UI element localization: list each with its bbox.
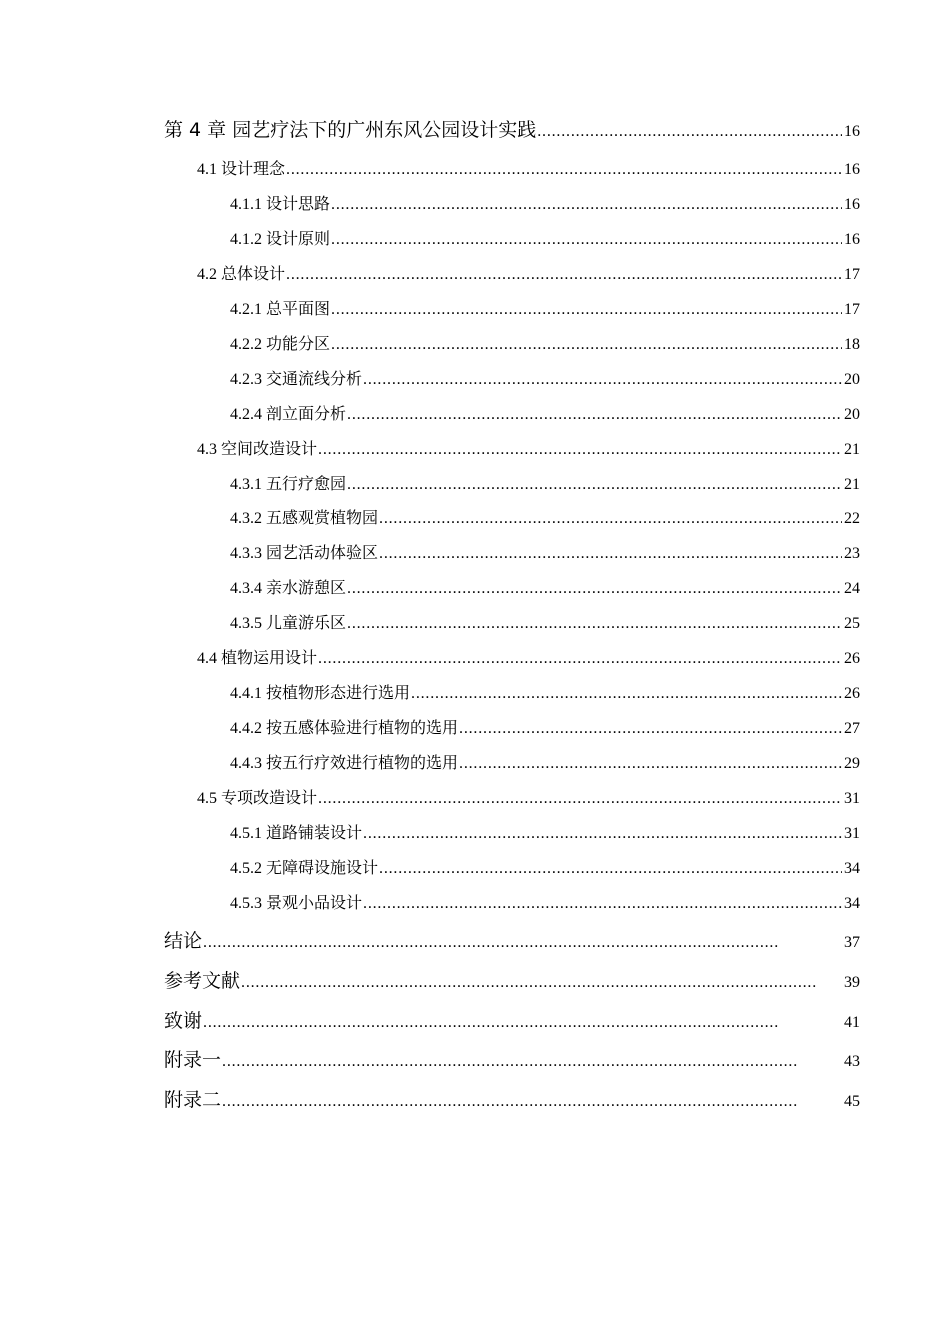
toc-leader-dots [379, 510, 842, 528]
toc-entry-title: 4.1 设计理念 [197, 161, 286, 178]
toc-entry-title: 4.3.2 五感观赏植物园 [230, 510, 379, 527]
toc-leader-dots [347, 476, 842, 494]
toc-entry-title: 4.4.2 按五感体验进行植物的选用 [230, 720, 459, 737]
toc-entry-4-3-1[interactable] [230, 471, 860, 494]
toc-entry-page: 16 [844, 123, 860, 140]
toc-entry-page: 16 [844, 196, 860, 213]
toc-entry-title: 4.3.5 儿童游乐区 [230, 615, 347, 632]
toc-entry-title: 4.2.4 剖立面分析 [230, 406, 347, 423]
toc-entry-title: 4.3.3 园艺活动体验区 [230, 545, 379, 562]
toc-leader-dots [379, 860, 842, 878]
toc-entry-page: 43 [844, 1053, 860, 1070]
toc-leader-dots [347, 580, 842, 598]
toc-entry-title: 结论 [164, 930, 203, 952]
toc-entry-page: 41 [844, 1014, 860, 1031]
toc-entry-page: 22 [844, 510, 860, 527]
toc-leader-dots [347, 615, 842, 633]
toc-entry-page: 20 [844, 406, 860, 423]
toc-entry-title: 4.3.4 亲水游憩区 [230, 580, 347, 597]
toc-leader-dots [537, 123, 842, 141]
toc-entry-title: 4.1.2 设计原则 [230, 231, 331, 248]
toc-entry-4-4-1[interactable] [230, 680, 860, 703]
toc-leader-dots [318, 441, 842, 459]
toc-leader-dots [379, 545, 842, 563]
toc-entry-appendix-2[interactable] [164, 1085, 860, 1112]
toc-leader-dots [331, 336, 842, 354]
toc-entry-title: 4.4.3 按五行疗效进行植物的选用 [230, 755, 459, 772]
toc-entry-4-3[interactable] [197, 436, 860, 459]
toc-entry-4-1[interactable] [197, 156, 860, 179]
toc-entry-chapter-4[interactable] [164, 115, 860, 142]
toc-entry-4-5-1[interactable] [230, 820, 860, 843]
toc-leader-dots [363, 825, 842, 843]
toc-entry-title: 4.1.1 设计思路 [230, 196, 331, 213]
toc-leader-dots [222, 1053, 842, 1071]
toc-leader-dots [459, 755, 842, 773]
toc-entry-page: 29 [844, 755, 860, 772]
toc-entry-page: 34 [844, 895, 860, 912]
toc-entry-conclusion[interactable] [164, 926, 860, 953]
toc-entry-page: 37 [844, 934, 860, 951]
toc-entry-page: 24 [844, 580, 860, 597]
toc-entry-title: 4.5.1 道路铺装设计 [230, 825, 363, 842]
toc-entry-title: 4.3 空间改造设计 [197, 441, 318, 458]
toc-leader-dots [331, 301, 842, 319]
toc-entry-page: 21 [844, 476, 860, 493]
toc-entry-title: 参考文献 [164, 970, 241, 992]
toc-entry-page: 34 [844, 860, 860, 877]
toc-entry-4-4-3[interactable] [230, 750, 860, 773]
toc-entry-title: 附录一 [164, 1049, 222, 1071]
toc-entry-4-5-2[interactable] [230, 855, 860, 878]
toc-entry-4-3-5[interactable] [230, 610, 860, 633]
toc-entry-4-3-3[interactable] [230, 540, 860, 563]
toc-entry-4-5-3[interactable] [230, 890, 860, 913]
toc-leader-dots [222, 1093, 842, 1111]
toc-leader-dots [203, 934, 842, 952]
toc-entry-4-1-2[interactable] [230, 226, 860, 249]
toc-entry-title: 附录二 [164, 1089, 222, 1111]
toc-entry-page: 18 [844, 336, 860, 353]
toc-entry-page: 16 [844, 231, 860, 248]
toc-entry-title: 4.5.2 无障碍设施设计 [230, 860, 379, 877]
toc-entry-page: 23 [844, 545, 860, 562]
toc-entry-title: 4.5.3 景观小品设计 [230, 895, 363, 912]
toc-entry-title: 4.4.1 按植物形态进行选用 [230, 685, 411, 702]
toc-entry-page: 17 [844, 266, 860, 283]
toc-entry-title: 4.2 总体设计 [197, 266, 286, 283]
toc-entry-title: 4.2.1 总平面图 [230, 301, 331, 318]
toc-leader-dots [331, 231, 842, 249]
toc-entry-page: 26 [844, 650, 860, 667]
toc-entry-acknowledgements[interactable] [164, 1006, 860, 1033]
toc-entry-4-2-2[interactable] [230, 331, 860, 354]
toc-leader-dots [363, 895, 842, 913]
toc-entry-4-3-2[interactable] [230, 505, 860, 528]
toc-leader-dots [286, 266, 842, 284]
toc-entry-title: 4.2.3 交通流线分析 [230, 371, 363, 388]
toc-leader-dots [318, 650, 842, 668]
toc-entry-page: 17 [844, 301, 860, 318]
toc-entry-page: 26 [844, 685, 860, 702]
toc-entry-page: 27 [844, 720, 860, 737]
toc-entry-title: 第 4 章 园艺疗法下的广州东风公园设计实践 [164, 119, 537, 141]
toc-entry-title: 致谢 [164, 1010, 203, 1032]
toc-leader-dots [331, 196, 842, 214]
toc-entry-page: 39 [844, 974, 860, 991]
toc-entry-title: 4.4 植物运用设计 [197, 650, 318, 667]
toc-entry-page: 16 [844, 161, 860, 178]
toc-leader-dots [241, 974, 842, 992]
toc-entry-page: 25 [844, 615, 860, 632]
toc-entry-page: 21 [844, 441, 860, 458]
toc-entry-4-2-3[interactable] [230, 366, 860, 389]
toc-entry-page: 20 [844, 371, 860, 388]
toc-leader-dots [363, 371, 842, 389]
toc-entry-title: 4.5 专项改造设计 [197, 790, 318, 807]
toc-entry-title: 4.2.2 功能分区 [230, 336, 331, 353]
toc-leader-dots [286, 161, 842, 179]
toc-leader-dots [347, 406, 842, 424]
toc-entry-4-1-1[interactable] [230, 191, 860, 214]
toc-entry-4-5[interactable] [197, 785, 860, 808]
toc-entry-4-2-1[interactable] [230, 296, 860, 319]
toc-entry-appendix-1[interactable] [164, 1045, 860, 1072]
toc-entry-4-3-4[interactable] [230, 575, 860, 598]
toc-entry-title: 4.3.1 五行疗愈园 [230, 476, 347, 493]
toc-entry-4-2-4[interactable] [230, 401, 860, 424]
toc-entry-4-4-2[interactable] [230, 715, 860, 738]
toc-entry-4-2[interactable] [197, 261, 860, 284]
toc-leader-dots [203, 1014, 842, 1032]
toc-leader-dots [459, 720, 842, 738]
toc-leader-dots [411, 685, 842, 703]
toc-entry-references[interactable] [164, 966, 860, 993]
toc-leader-dots [318, 790, 842, 808]
toc-entry-page: 31 [844, 825, 860, 842]
toc-entry-4-4[interactable] [197, 645, 860, 668]
toc-entry-page: 45 [844, 1093, 860, 1110]
toc-entry-page: 31 [844, 790, 860, 807]
